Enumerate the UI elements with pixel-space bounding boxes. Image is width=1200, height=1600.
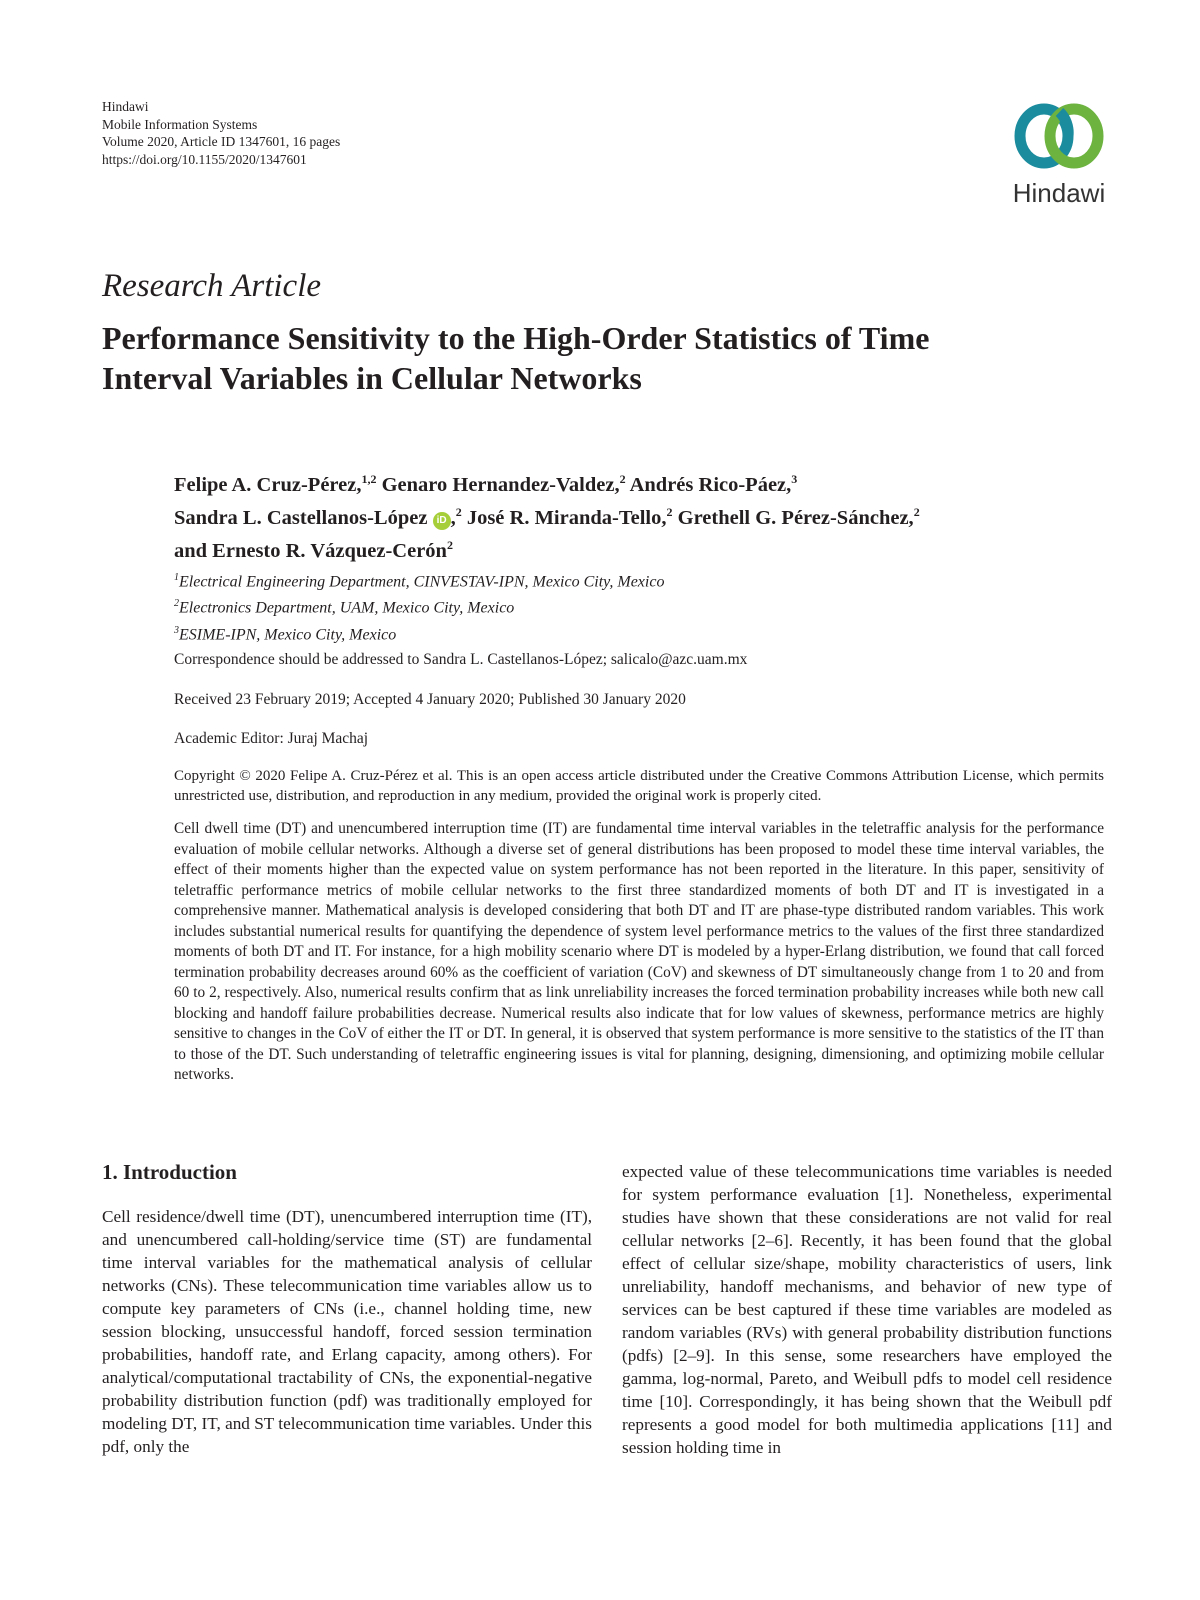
academic-editor: Academic Editor: Juraj Machaj <box>174 730 369 747</box>
title-line-1: Performance Sensitivity to the High-Order Statistics of Time <box>102 320 930 356</box>
title-line-2: Interval Variables in Cellular Networks <box>102 360 642 396</box>
author-affiliation-mark: 2 <box>619 472 626 486</box>
author-line-2: Sandra L. Castellanos-López iD ,$^2$ José R. Miranda-Tello,$^2$ Grethell G. Pérez-Sánchez,$^2$ <box>174 504 920 529</box>
author-name: José R. Miranda-Tello, <box>461 506 667 529</box>
abstract-text: Cell dwell time (DT) and unencumbered interruption time (IT) are fundamental time interval variables in the teletraffic analysis for the performance evaluation of mobile cellular networks. Although a diverse set of general distributions has been proposed to model these time interval variables, the effect of their moments higher than the expected value on system performance has not been reported in the literature. In this paper, sensitivity of teletraffic performance metrics of mobile cellular networks to the first three standardized moments of both DT and IT is investigated in a comprehensive manner. Mathematical analysis is developed considering that both DT and IT are phase-type distributed random variables. This work includes substantial numerical results for quantifying the dependence of system level performance metrics to the values of the first three standardized moments of both DT and IT. For instance, for a high mobility scenario where DT is modeled by a hyper-Erlang distribution, we found that call forced termination probability decreases around 60% as the coefficient of variation (CoV) and skewness of DT simultaneously change from 1 to 20 and from 60 to 2, respectively. Also, numerical results confirm that as link unreliability increases the forced termination probability increases while both new call blocking and handoff failure probabilities decrease. Numerical results also indicate that for low values of skewness, performance metrics are highly sensitive to changes in the CoV of either the IT or DT. In general, it is observed that system performance is more sensitive to the statistics of the IT than to those of the DT. Such understanding of teletraffic engineering issues is vital for planning, designing, dimensioning, and optimizing mobile cellular networks. <box>174 820 1104 1083</box>
affiliations <box>174 567 664 646</box>
affiliation-mark: 1 <box>174 572 179 583</box>
author-affiliation-mark: 2 <box>666 504 673 519</box>
article-type: Research Article <box>102 268 322 304</box>
author-affiliation-mark: 2 <box>913 504 920 519</box>
journal-header <box>102 98 340 168</box>
affiliation-text: Electrical Engineering Department, CINVESTAV-IPN, Mexico City, Mexico <box>179 573 665 591</box>
affiliation-item <box>174 620 664 646</box>
author-name: Genaro Hernandez-Valdez, <box>376 473 620 496</box>
affiliation-item <box>174 593 664 619</box>
author-affiliation-mark: 1,2 <box>361 472 377 486</box>
author-name: Andrés Rico-Páez, <box>625 473 792 496</box>
author-affiliation-mark: 2 <box>455 504 462 519</box>
volume-info: Volume 2020, Article ID 1347601, 16 pages <box>102 134 341 149</box>
author-line-3 <box>174 532 1104 565</box>
body-column-left: Cell residence/dwell time (DT), unencumbered interruption time (IT), and unencumbered call-holding/service time (ST) are fundamental time interval variables for the mathematical analysis of cellular networks (CNs). These telecommunication time variables allow us to compute key parameters of CNs (i.e., channel holding time, new session blocking, unsuccessful handoff, forced session termination probabilities, handoff rate, and Erlang capacity, among others). For analytical/computational tractability of CNs, the exponential-negative probability distribution function (pdf) was traditionally employed for modeling DT, IT, and ST telecommunication time variables. Under this pdf, only the <box>102 1207 592 1456</box>
author-list <box>174 466 1104 564</box>
affiliation-mark: 3 <box>174 624 179 636</box>
author-name: and Ernesto R. Vázquez-Cerón <box>174 539 447 562</box>
author-name: Felipe A. Cruz-Pérez, <box>174 473 362 496</box>
publication-dates: Received 23 February 2019; Accepted 4 January 2020; Published 30 January 2020 <box>174 691 686 708</box>
author-line-1 <box>174 466 1104 499</box>
publisher-name: Hindawi <box>102 99 149 114</box>
affiliation-mark: 2 <box>174 598 179 610</box>
author-name: Grethell G. Pérez-Sánchez, <box>672 506 914 529</box>
hindawi-rings-icon <box>1004 98 1114 178</box>
author-affiliation-mark: 2 <box>446 537 453 552</box>
copyright-notice: Copyright © 2020 Felipe A. Cruz-Pérez et al. This is an open access article distributed under the Creative Commons Attribution License, which permits unrestricted use, distribution, and reproduction in any medium, provided the original work is properly cited. <box>174 768 1104 804</box>
correspondence-note: Correspondence should be addressed to Sandra L. Castellanos-López; salicalo@azc.uam.mx <box>174 651 748 668</box>
orcid-icon[interactable]: iD <box>433 512 451 530</box>
affiliation-text: ESIME-IPN, Mexico City, Mexico <box>179 625 397 643</box>
journal-name: Mobile Information Systems <box>102 116 258 132</box>
logo-wordmark: Hindawi <box>1012 178 1106 208</box>
body-column-right: expected value of these telecommunications time variables is needed for system performance evaluation [1]. Nonetheless, experimental studies have shown that these considerations are not valid for real cellular networks [2–6]. Recently, it has been found that the global effect of cellular size/shape, mobility characteristics of users, link unreliability, handoff mechanisms, and behavior of new type of services can be best captured if these time variables are modeled as random variables (RVs) with general probability distribution functions (pdfs) [2–9]. In this sense, some researchers have employed the gamma, log-normal, Pareto, and Weibull pdfs to model cell residence time [10]. Correspondingly, it has being shown that the Weibull pdf represents a good model for both multimedia applications [11] and session holding time in <box>622 1162 1112 1457</box>
doi-link[interactable]: https://doi.org/10.1155/2020/1347601 <box>102 151 307 167</box>
hindawi-logo <box>1004 98 1114 208</box>
author-affiliation-mark: 3 <box>791 472 798 486</box>
section-heading-introduction: 1. Introduction <box>102 1160 237 1184</box>
paper-title <box>102 318 1102 398</box>
author-name: Sandra L. Castellanos-López <box>174 506 428 529</box>
affiliation-text: Electronics Department, UAM, Mexico City, Mexico <box>179 599 515 617</box>
affiliation-item <box>174 567 664 593</box>
